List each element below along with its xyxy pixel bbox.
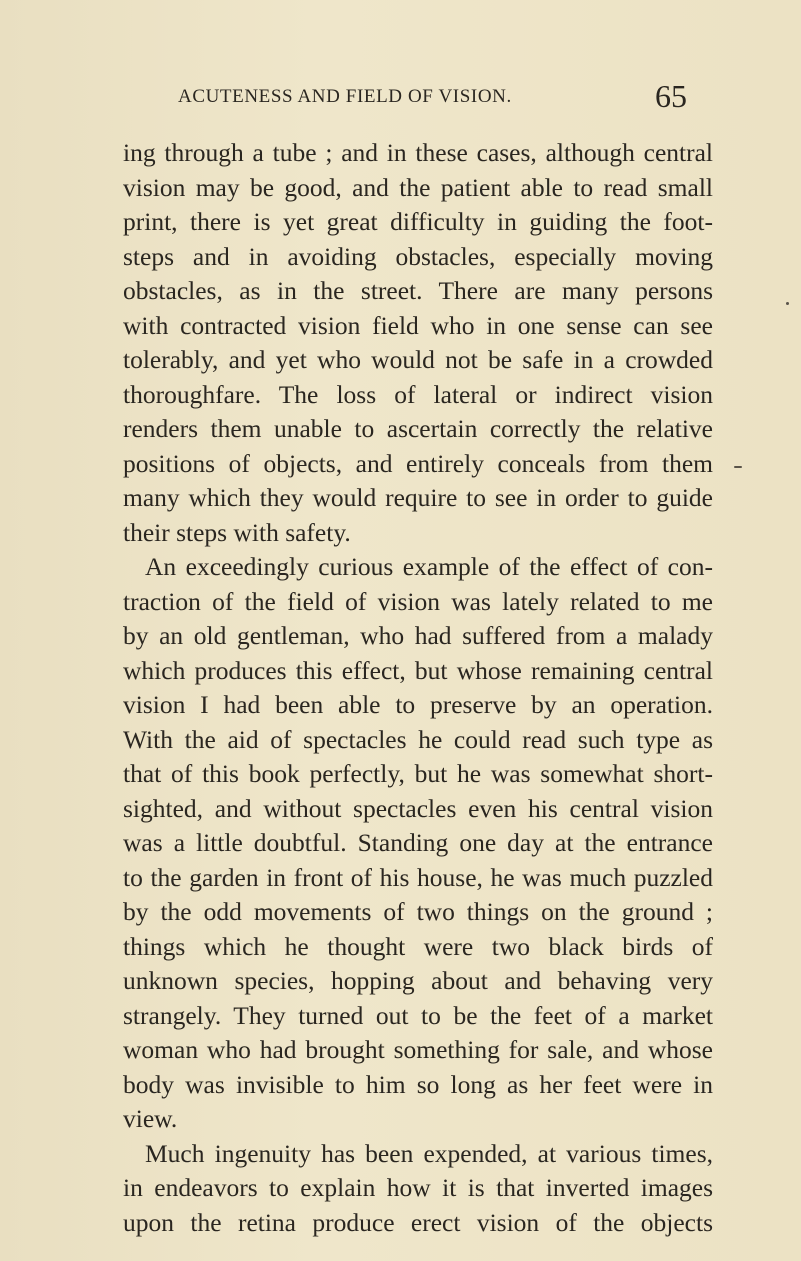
text-line: ing through a tube ; and in these cases, although central	[123, 138, 713, 167]
text-line: strangely. They turned out to be the feet of a market	[123, 1000, 713, 1030]
text-line: vision may be good, and the patient able to read small	[123, 172, 713, 202]
text-line: print, there is yet great difficulty in guiding the foot-	[123, 207, 713, 236]
text-line: by an old gentleman, who had suffered from a malady	[123, 621, 713, 650]
text-line: traction of the field of vision was lately related to me	[123, 586, 713, 616]
text-line: obstacles, as in the street. There are many persons	[123, 276, 713, 305]
text-line: was a little doubtful. Standing one day at the entrance	[123, 828, 713, 857]
text-line: many which they would require to see in order to guide	[123, 483, 713, 512]
text-line: upon the retina produce erect vision of the objects	[123, 1207, 713, 1237]
text-line: With the aid of spectacles he could read such type as	[123, 724, 713, 754]
ink-speck	[734, 466, 742, 468]
text-line: steps and in avoiding obstacles, especially moving	[123, 241, 713, 271]
text-line: by the odd movements of two things on the ground ;	[123, 897, 713, 926]
running-head	[0, 78, 801, 118]
text-line: body was invisible to him so long as her feet were in	[123, 1069, 713, 1099]
page-number: 65	[655, 78, 687, 114]
running-head-title: ACUTENESS AND FIELD OF VISION.	[178, 86, 512, 107]
text-line: renders them unable to ascertain correctly the relative	[123, 414, 713, 443]
text-line: positions of objects, and entirely conceals from them	[123, 448, 713, 478]
text-line: to the garden in front of his house, he was much puzzled	[123, 862, 713, 892]
paragraph-start-line: An exceedingly curious example of the effect of con-	[145, 552, 713, 581]
text-line: woman who had brought something for sale, and whose	[123, 1035, 713, 1064]
text-line: vision I had been able to preserve by an operation.	[123, 690, 713, 719]
ink-speck	[786, 302, 789, 305]
text-line: that of this book perfectly, but he was somewhat short-	[123, 759, 713, 788]
text-line: in endeavors to explain how it is that inverted images	[123, 1173, 713, 1202]
text-line: view.	[123, 1104, 178, 1133]
text-line: with contracted vision field who in one sense can see	[123, 310, 713, 340]
text-line: thoroughfare. The loss of lateral or indirect vision	[123, 379, 713, 409]
text-line: things which he thought were two black birds of	[123, 931, 713, 961]
text-line: their steps with safety.	[123, 517, 351, 547]
paragraph-start-line: Much ingenuity has been expended, at various times,	[145, 1138, 713, 1168]
body-text	[123, 136, 713, 1240]
text-line: unknown species, hopping about and behaving very	[123, 966, 713, 995]
text-line: which produces this effect, but whose remaining central	[123, 655, 713, 685]
text-line: sighted, and without spectacles even his central vision	[123, 793, 713, 823]
text-line: tolerably, and yet who would not be safe in a crowded	[123, 345, 713, 374]
